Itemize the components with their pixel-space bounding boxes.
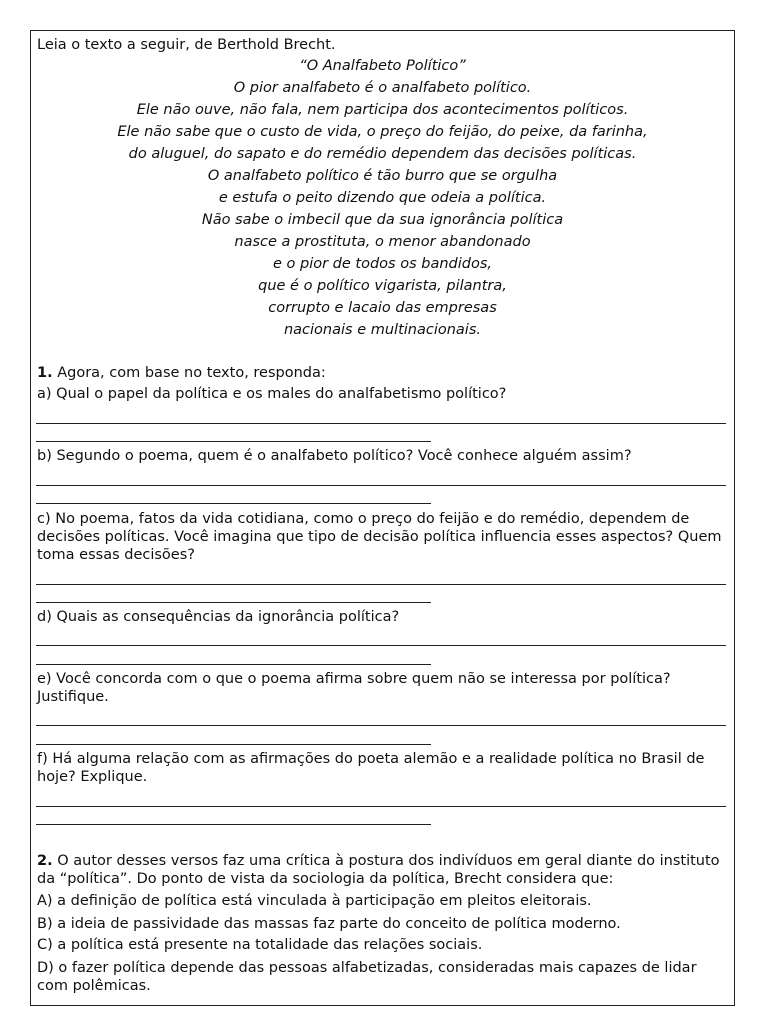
question-item-f: f) Há alguma relação com as afirmações do poeta alemão e a realidade política no Brasil de hoje? Explique.: [37, 751, 705, 785]
poem-line: Ele não sabe que o custo de vida, o preço do feijão, do peixe, da farinha,: [117, 124, 648, 140]
question-prompt: O autor desses versos faz uma crítica à postura dos indivíduos em geral diante do instituto da “política”. Do ponto de vista da sociologia da política, Brecht considera que:: [37, 853, 720, 887]
answer-line[interactable]: [36, 602, 431, 603]
poem-title: “O Analfabeto Político”: [299, 58, 466, 74]
poem-line: e o pior de todos os bandidos,: [272, 256, 492, 272]
question-1: [37, 364, 326, 382]
poem-line: e estufa o peito dizendo que odeia a política.: [218, 190, 547, 206]
poem-line: que é o político vigarista, pilantra,: [258, 278, 507, 294]
poem-line: do aluguel, do sapato e do remédio dependem das decisões políticas.: [128, 146, 637, 162]
poem-line: nacionais e multinacionais.: [283, 322, 482, 338]
poem-line: corrupto e lacaio das empresas: [268, 300, 497, 316]
question-item-b: b) Segundo o poema, quem é o analfabeto político? Você conhece alguém assim?: [37, 448, 632, 464]
option-a: A) a definição de política está vinculada à participação em pleitos eleitorais.: [37, 893, 592, 909]
option-b: B) a ideia de passividade das massas faz parte do conceito de política moderno.: [37, 916, 621, 932]
question-prompt: Agora, com base no texto, responda:: [57, 365, 326, 381]
poem-line: O pior analfabeto é o analfabeto político.: [233, 80, 532, 96]
answer-line[interactable]: [36, 645, 726, 646]
answer-line[interactable]: [36, 806, 726, 807]
question-item-d: d) Quais as consequências da ignorância política?: [37, 609, 400, 625]
answer-line[interactable]: [36, 485, 726, 486]
question-number: 1.: [37, 365, 53, 381]
question-number: 2.: [37, 853, 53, 869]
option-c: C) a política está presente na totalidade das relações sociais.: [37, 937, 483, 953]
question-item-a: a) Qual o papel da política e os males do analfabetismo político?: [37, 386, 507, 402]
answer-line[interactable]: [36, 824, 431, 825]
answer-line[interactable]: [36, 441, 431, 442]
intro-text: Leia o texto a seguir, de Berthold Brecht.: [37, 37, 336, 53]
question-item-c: c) No poema, fatos da vida cotidiana, como o preço do feijão e do remédio, dependem de decisões políticas. Você imagina que tipo de decisão política influencia esses aspectos? Quem toma essas decisões?: [37, 511, 722, 563]
worksheet: [30, 30, 735, 1006]
answer-line[interactable]: [36, 503, 431, 504]
answer-line[interactable]: [36, 744, 431, 745]
poem-line: O analfabeto político é tão burro que se orgulha: [207, 168, 558, 184]
answer-line[interactable]: [36, 664, 431, 665]
poem-line: Não sabe o imbecil que da sua ignorância política: [201, 212, 564, 228]
answer-line[interactable]: [36, 423, 726, 424]
option-d: D) o fazer política depende das pessoas alfabetizadas, consideradas mais capazes de lidar com polêmicas.: [37, 960, 697, 994]
answer-line[interactable]: [36, 725, 726, 726]
question-item-e: e) Você concorda com o que o poema afirma sobre quem não se interessa por política? Justifique.: [37, 671, 671, 705]
answer-line[interactable]: [36, 584, 726, 585]
poem-line: nasce a prostituta, o menor abandonado: [234, 234, 531, 250]
question-2: [37, 852, 725, 888]
poem-line: Ele não ouve, não fala, nem participa dos acontecimentos políticos.: [136, 102, 629, 118]
